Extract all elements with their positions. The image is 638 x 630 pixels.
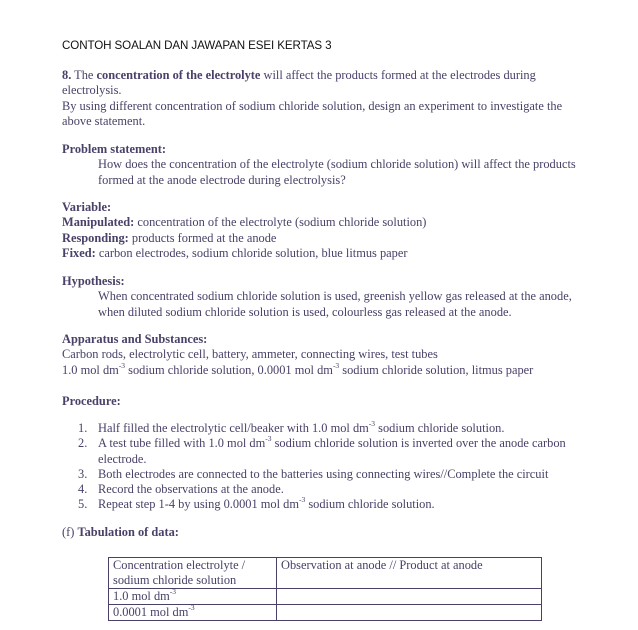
procedure-heading-block [62, 394, 582, 409]
apparatus-line2: 1.0 mol $dm^{-3}$ sodium chloride solution, 0.0001 mol $dm^{-3}$ sodium chloride solution, litmus paper [62, 360, 534, 377]
procedure-step-1: 1. Half filled the electrolytic cell/beaker with 1.0 mol $dm^{-3}$ sodium chloride solution. [78, 419, 505, 435]
table-cell-observation [277, 589, 542, 605]
procedure-step-2: 2. A test tube filled with 1.0 mol $dm^{-3}$ sodium chloride solution is inverted over the anode carbon electrode. [78, 434, 566, 466]
table-header-concentration: Concentration electrolyte / sodium chloride solution [109, 558, 277, 589]
problem-text: How does the concentration of the electrolyte (sodium chloride solution) will affect the products formed at the anode electrode during electrolysis? [98, 157, 576, 187]
hypothesis-block [62, 274, 582, 320]
table-header-row [109, 558, 542, 589]
procedure-list [62, 421, 582, 513]
table-row [109, 605, 542, 621]
procedure-step-4: 4. Record the observations at the anode. [78, 482, 284, 497]
fixed-value: carbon electrodes, sodium chloride solution, blue litmus paper [95, 245, 408, 260]
table-cell-observation [277, 605, 542, 621]
apparatus-block [62, 332, 582, 378]
tabulation-prefix: (f) [62, 525, 78, 539]
apparatus-line1: Carbon rods, electrolytic cell, battery, ammeter, connecting wires, test tubes [62, 347, 438, 362]
responding-value: products formed at the anode [128, 230, 277, 245]
problem-heading: Problem statement: [62, 142, 167, 156]
question-task: By using different concentration of sodium chloride solution, design an experiment to investigate the above statement. [62, 98, 563, 128]
question-bold-term: concentration of the electrolyte [96, 68, 261, 82]
page-header: CONTOH SOALAN DAN JAWAPAN ESEI KERTAS 3 [62, 39, 332, 52]
problem-statement-block [62, 142, 582, 188]
table-cell-concentration: 0.0001 mol $dm^{-3}$ [109, 605, 277, 621]
responding-label: Responding: [62, 230, 129, 245]
tabulation-heading: Tabulation of data: [77, 525, 179, 539]
table-header-observation: Observation at anode // Product at anode [277, 558, 542, 589]
question-block [62, 68, 582, 129]
manipulated-label: Manipulated: [62, 215, 135, 230]
fixed-label: Fixed: [62, 245, 96, 260]
hypothesis-heading: Hypothesis: [62, 274, 125, 288]
question-lead: The [71, 68, 97, 82]
procedure-step-3: 3. Both electrodes are connected to the batteries using connecting wires//Complete the circuit [78, 466, 549, 481]
manipulated-value: concentration of the electrolyte (sodium chloride solution) [134, 215, 427, 230]
table-cell-concentration: 1.0 mol $dm^{-3}$ [109, 589, 277, 605]
procedure-step-5: 5. Repeat step 1-4 by using 0.0001 mol $dm^{-3}$ sodium chloride solution. [78, 495, 435, 512]
question-number: 8. [62, 68, 72, 82]
question-rest: will affect the products formed at the electrodes during electrolysis. [62, 68, 536, 98]
data-table [108, 557, 542, 621]
table-row [109, 589, 542, 605]
variable-block [62, 200, 582, 261]
variable-heading: Variable: [62, 200, 112, 214]
procedure-heading: Procedure: [62, 394, 121, 408]
tabulation-heading-block [62, 525, 582, 540]
hypothesis-text: When concentrated sodium chloride solution is used, greenish yellow gas released at the anode, when diluted sodium chloride solution is used, colourless gas released at the anode. [98, 289, 572, 319]
apparatus-heading: Apparatus and Substances: [62, 332, 208, 346]
